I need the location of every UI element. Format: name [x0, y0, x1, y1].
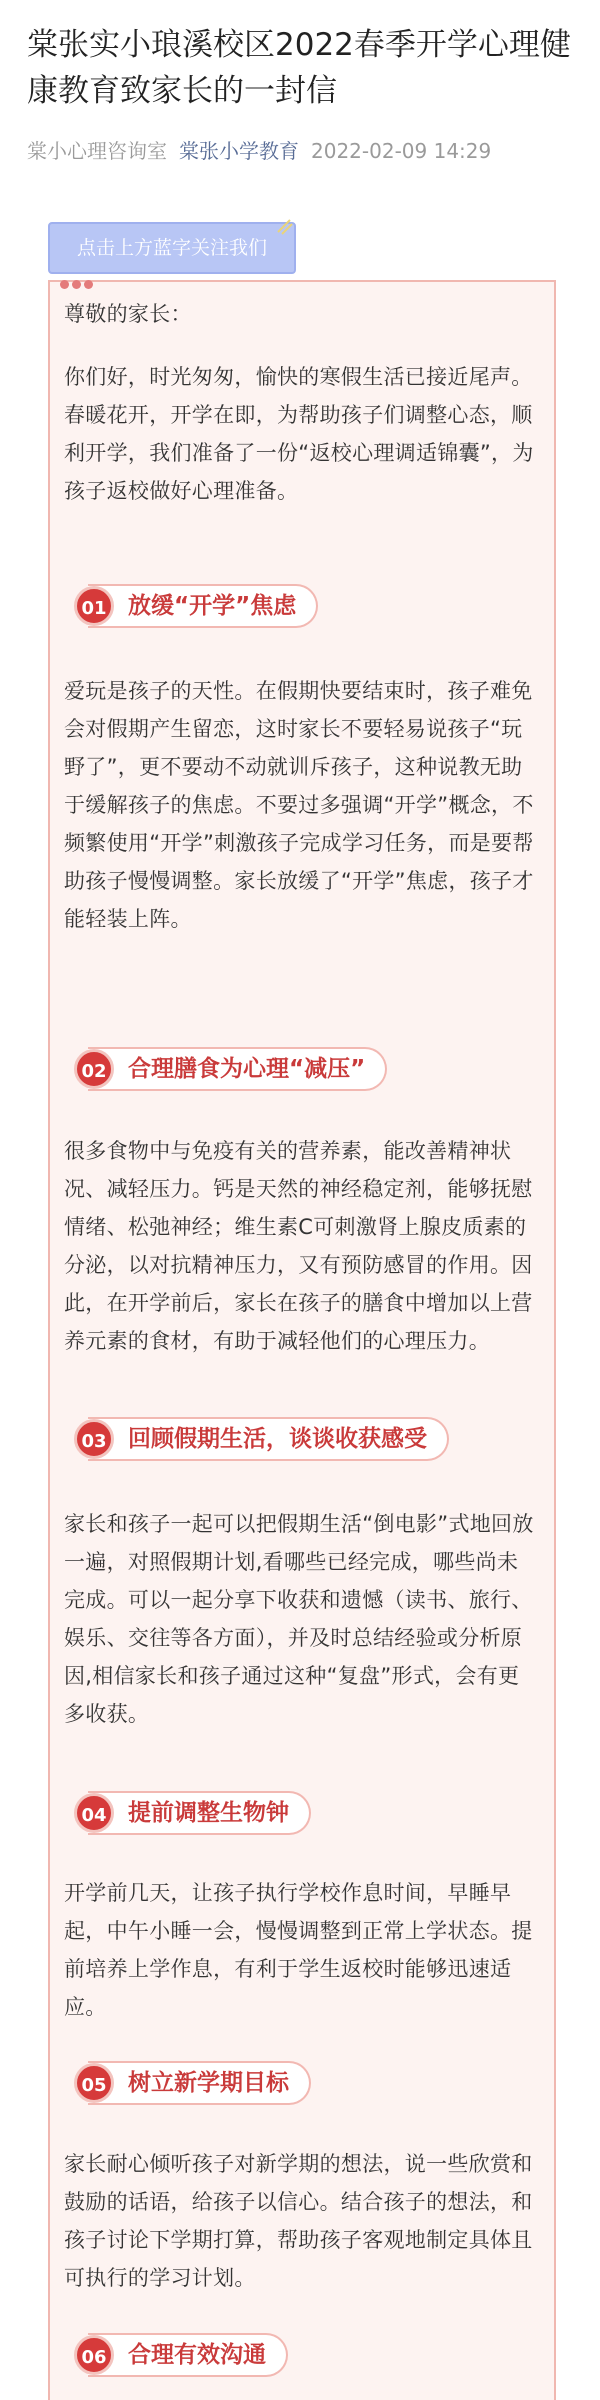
letter-greeting: 尊敬的家长：	[64, 302, 192, 326]
section-number-badge: 03	[74, 1419, 114, 1459]
section-heading-6	[81, 2333, 288, 2377]
section-title: 树立新学期目标	[128, 2070, 289, 2096]
decorative-dots	[60, 274, 96, 293]
section-title: 合理膳食为心理“减压”	[128, 1056, 366, 1082]
section-number-badge: 01	[74, 586, 114, 626]
account-link[interactable]: 棠张小学教育	[179, 139, 299, 163]
section-number-badge: 02	[74, 1049, 114, 1089]
author-name: 棠小心理咨询室	[27, 139, 167, 163]
section-title: 合理有效沟通	[128, 2342, 266, 2368]
article-meta	[27, 135, 491, 164]
letter-intro: 你们好，时光匆匆，愉快的寒假生活已接近尾声。春暖花开，开学在即，为帮助孩子们调整心态，顺利开学，我们准备了一份“返校心理调适锦囊”，为孩子返校做好心理准备。	[64, 365, 534, 503]
section-body-4: 开学前几天，让孩子执行学校作息时间，早睡早起，中午小睡一会，慢慢调整到正常上学状态。提前培养上学作息，有利于学生返校时能够迅速适应。	[64, 1881, 533, 2019]
section-body-5: 家长耐心倾听孩子对新学期的想法，说一些欣赏和鼓励的话语，给孩子以信心。结合孩子的想法，和孩子讨论下学期打算，帮助孩子客观地制定具体且可执行的学习计划。	[64, 2152, 533, 2290]
section-heading-2	[81, 1047, 387, 1091]
section-heading-3	[81, 1417, 449, 1461]
section-body-3: 家长和孩子一起可以把假期生活“倒电影”式地回放一遍，对照假期计划,看哪些已经完成，哪些尚未完成。可以一起分享下收获和遗憾（读书、旅行、娱乐、交往等各方面），并及时总结经验或分析原因,相信家长和孩子通过这种“复盘”形式，会有更多收获。	[64, 1512, 534, 1726]
section-number-badge: 05	[74, 2063, 114, 2103]
section-heading-5	[81, 2061, 311, 2105]
section-heading-1	[81, 584, 318, 628]
publish-date: 2022-02-09 14:29	[311, 139, 492, 163]
section-title: 回顾假期生活，谈谈收获感受	[128, 1426, 427, 1452]
section-title: 放缓“开学”焦虑	[128, 593, 297, 619]
section-title: 提前调整生物钟	[128, 1800, 289, 1826]
section-number-badge: 06	[74, 2335, 114, 2375]
section-number-badge: 04	[74, 1793, 114, 1833]
follow-banner-button[interactable]: 点击上方蓝字关注我们	[48, 222, 296, 274]
section-heading-4	[81, 1791, 311, 1835]
article-title: 棠张实小琅溪校区2022春季开学心理健康教育致家长的一封信	[27, 27, 571, 109]
section-body-2: 很多食物中与免疫有关的营养素，能改善精神状况、减轻压力。钙是天然的神经稳定剂，能够抚慰情绪、松弛神经；维生素C可刺激肾上腺皮质素的分泌，以对抗精神压力，又有预防感冒的作用。因此，在开学前后，家长在孩子的膳食中增加以上营养元素的食材，有助于减轻他们的心理压力。	[64, 1139, 533, 1353]
section-body-1: 爱玩是孩子的天性。在假期快要结束时，孩子难免会对假期产生留恋，这时家长不要轻易说孩子“玩野了”，更不要动不动就训斥孩子，这种说教无助于缓解孩子的焦虑。不要过多强调“开学”概念，不频繁使用“开学”刺激孩子完成学习任务，而是要帮助孩子慢慢调整。家长放缓了“开学”焦虑，孩子才能轻装上阵。	[64, 679, 534, 931]
sparkle-icon	[274, 216, 294, 236]
